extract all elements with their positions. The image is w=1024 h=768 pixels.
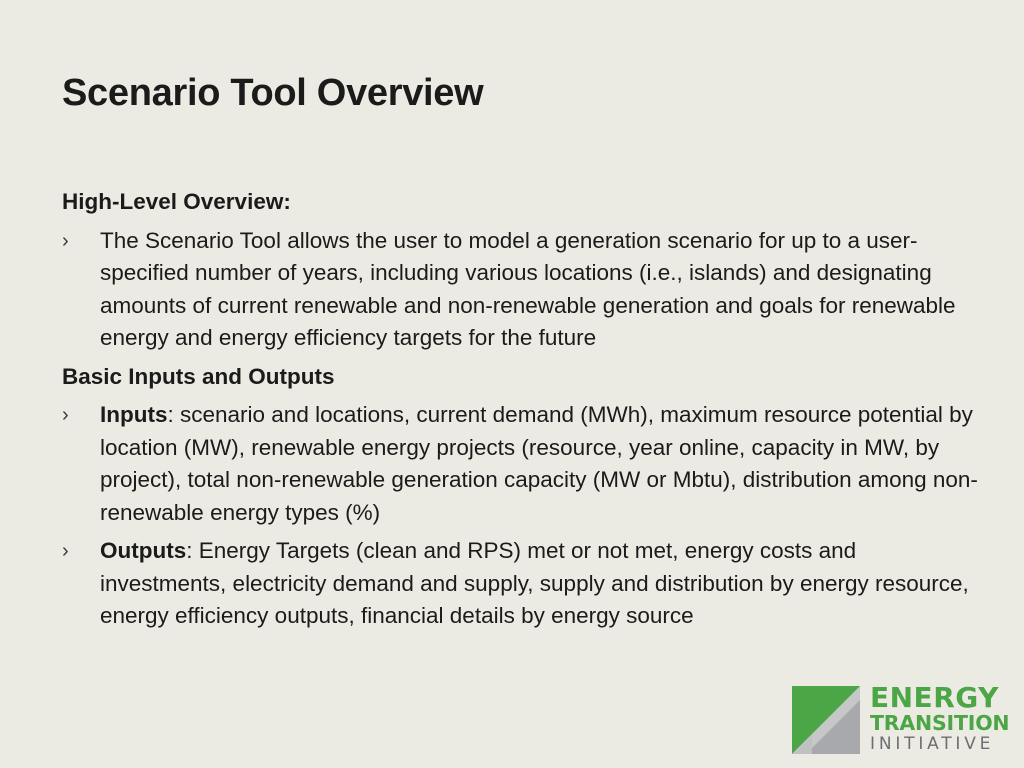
bullet-text: : Energy Targets (clean and RPS) met or not met, energy costs and investments, electricity demand and supply, supply and distribution by energy resource, energy efficiency outputs, financial details by energy source <box>100 538 969 628</box>
logo-wordmark <box>870 681 1010 754</box>
bullet-text: The Scenario Tool allows the user to model a generation scenario for up to a user-specified number of years, including various locations (i.e., islands) and designating amounts of current renewable and non-renewable generation and goals for renewable energy and energy efficiency targets for the future <box>100 227 956 350</box>
logo-line-transition: TRANSITION <box>870 711 1010 735</box>
section-heading-inputs-outputs: Basic Inputs and Outputs <box>62 363 335 389</box>
bullet-bold-label: Inputs <box>100 402 168 427</box>
bullet-bold-label: Outputs <box>100 538 187 563</box>
bullet-chevron-icon: › <box>62 540 69 562</box>
bullet-outputs <box>62 535 982 633</box>
energy-transition-logo-icon <box>792 686 860 754</box>
logo-line-initiative: INITIATIVE <box>870 734 995 754</box>
bullet-text: : scenario and locations, current demand (MWh), maximum resource potential by location (MW), renewable energy projects (resource, year online, capacity in MW, by project), total non-renewable generation capacity (MW or Mbtu), distribution among non-renewable energy types (%) <box>100 402 978 525</box>
energy-transition-logo <box>792 681 1010 756</box>
bullet-overview <box>62 225 982 355</box>
section-heading-overview: High-Level Overview: <box>62 189 291 214</box>
bullet-chevron-icon: › <box>62 229 69 252</box>
bullet-inputs <box>62 399 982 529</box>
slide-content <box>62 186 982 639</box>
slide-title: Scenario Tool Overview <box>62 72 484 114</box>
bullet-chevron-icon: › <box>62 404 69 426</box>
logo-line-energy: ENERGY <box>870 681 999 714</box>
